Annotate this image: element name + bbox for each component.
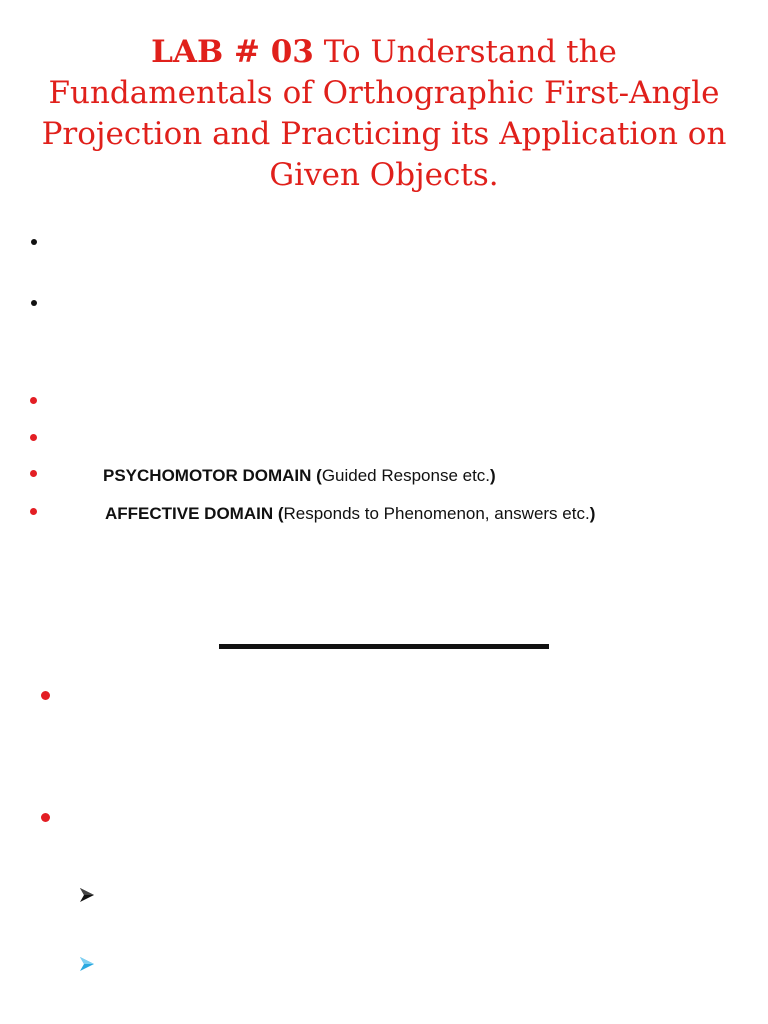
domain-detail: Guided Response etc. (321, 466, 491, 485)
domain-close: ) (490, 466, 496, 485)
domain-name: AFFECTIVE DOMAIN ( (105, 504, 284, 523)
bullet-icon (30, 470, 37, 477)
lab-number: LAB # 03 (151, 34, 314, 70)
bullet-icon (31, 239, 37, 245)
bullet-icon (41, 691, 50, 700)
domain-name: PSYCHOMOTOR DOMAIN ( (103, 466, 322, 485)
domain-close: ) (589, 504, 596, 523)
domain-detail: Responds to Phenomenon, answers etc. (283, 504, 590, 523)
page-title (40, 32, 728, 196)
lab-title-text: To Understand the Fundamentals of Orthographic First-Angle Projection and Practicing its Application on Given Objects. (41, 34, 727, 193)
bullet-icon (30, 434, 37, 441)
bullet-icon (31, 300, 37, 306)
bullet-icon (41, 813, 50, 822)
psychomotor-domain (103, 466, 496, 486)
arrow-bullet-icon (78, 955, 96, 973)
section-divider (219, 644, 549, 649)
affective-domain (105, 504, 595, 524)
bullet-icon (30, 397, 37, 404)
bullet-icon (30, 508, 37, 515)
arrow-bullet-icon (78, 886, 96, 904)
